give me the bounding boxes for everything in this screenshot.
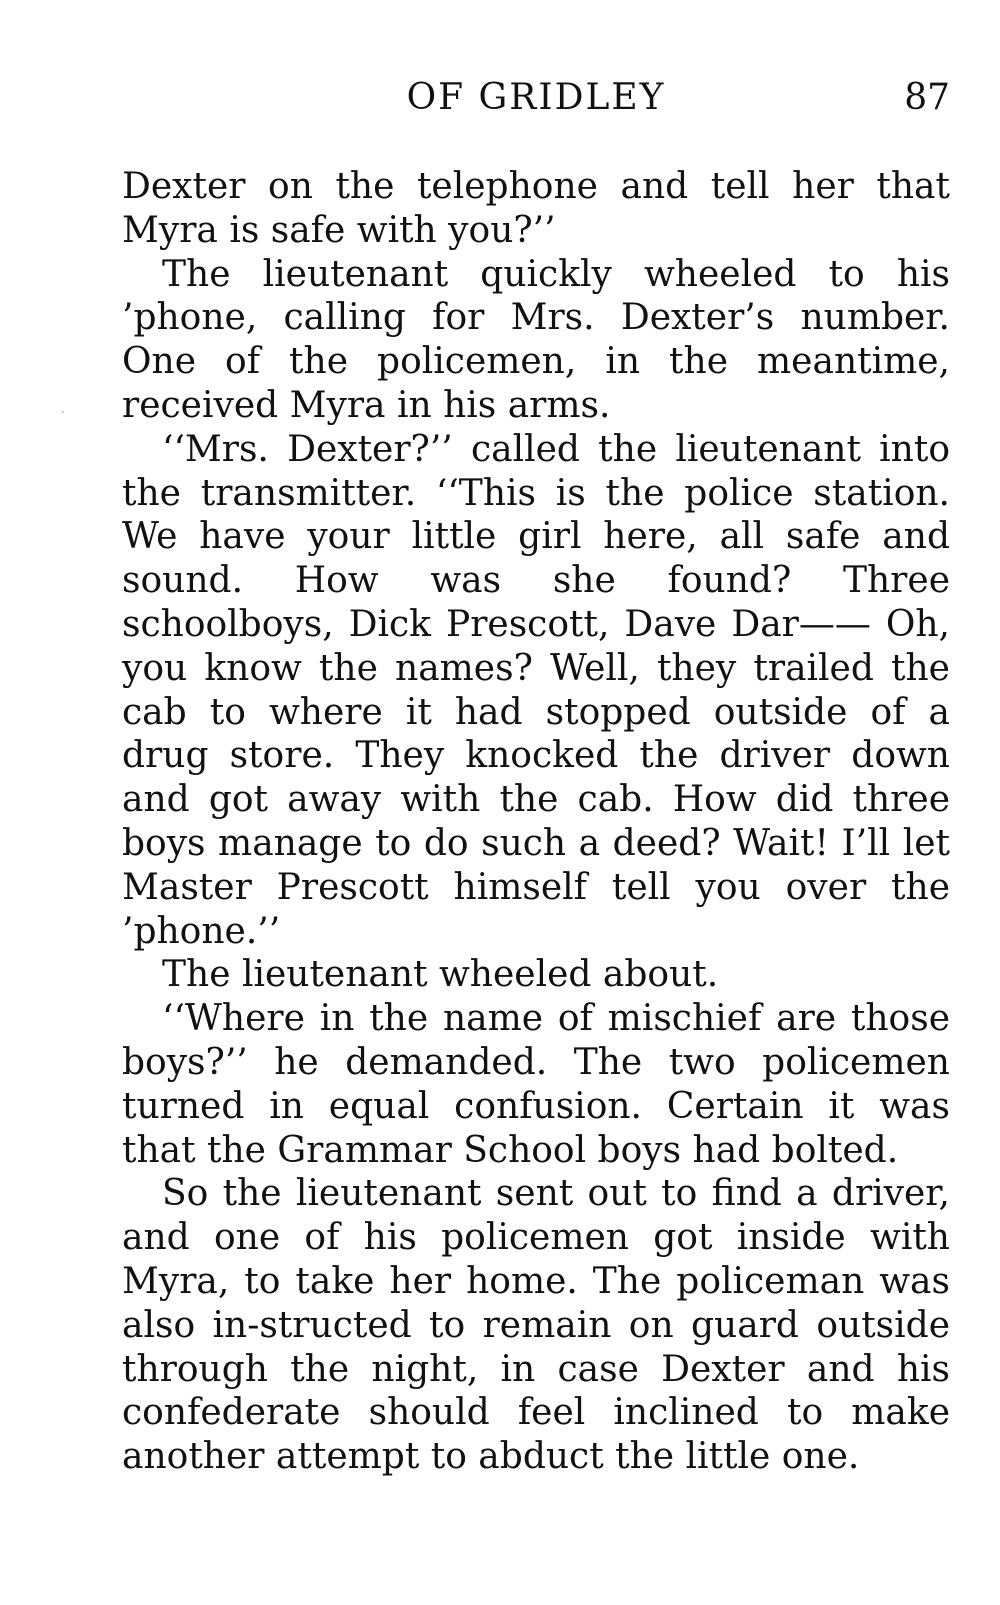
- paragraph: The lieutenant wheeled about.: [162, 954, 719, 996]
- running-title: OF GRIDLEY: [406, 77, 666, 118]
- page-number: 87: [904, 77, 950, 118]
- paragraph: ‘‘Mrs. Dexter?’’ called the lieutenant into the transmitter. ‘‘This is the police station. We have your little girl here, all safe and sound. How was she found? Three schoolboys, Dick Prescott, Dave Dar—— Oh, you know the names? Well, they trailed the cab to where it had stopped outside of a drug store. They knocked the driver down and got away with the cab. How did three boys manage to do such a deed? Wait! I’ll let Master Prescott himself tell you over the ’phone.’’: [122, 428, 950, 952]
- paragraph-continued: Dexter on the telephone and tell her that Myra is safe with you?’’: [122, 166, 950, 251]
- body-text: [122, 165, 950, 1479]
- paragraph: So the lieutenant sent out to find a driver, and one of his policemen got inside with Myra, to take her home. The policeman was also in-structed to remain on guard outside through the night, in case Dexter and his confederate should feel inclined to make another attempt to abduct the little one.: [122, 1173, 950, 1478]
- running-head: [122, 73, 950, 123]
- paragraph: The lieutenant quickly wheeled to his ’phone, calling for Mrs. Dexter’s number. One of the policemen, in the meantime, received Myra in his arms.: [122, 253, 950, 426]
- paragraph: ‘‘Where in the name of mischief are those boys?’’ he demanded. The two policemen turned in equal confusion. Certain it was that the Grammar School boys had bolted.: [122, 998, 950, 1171]
- paper-speck: [62, 411, 64, 413]
